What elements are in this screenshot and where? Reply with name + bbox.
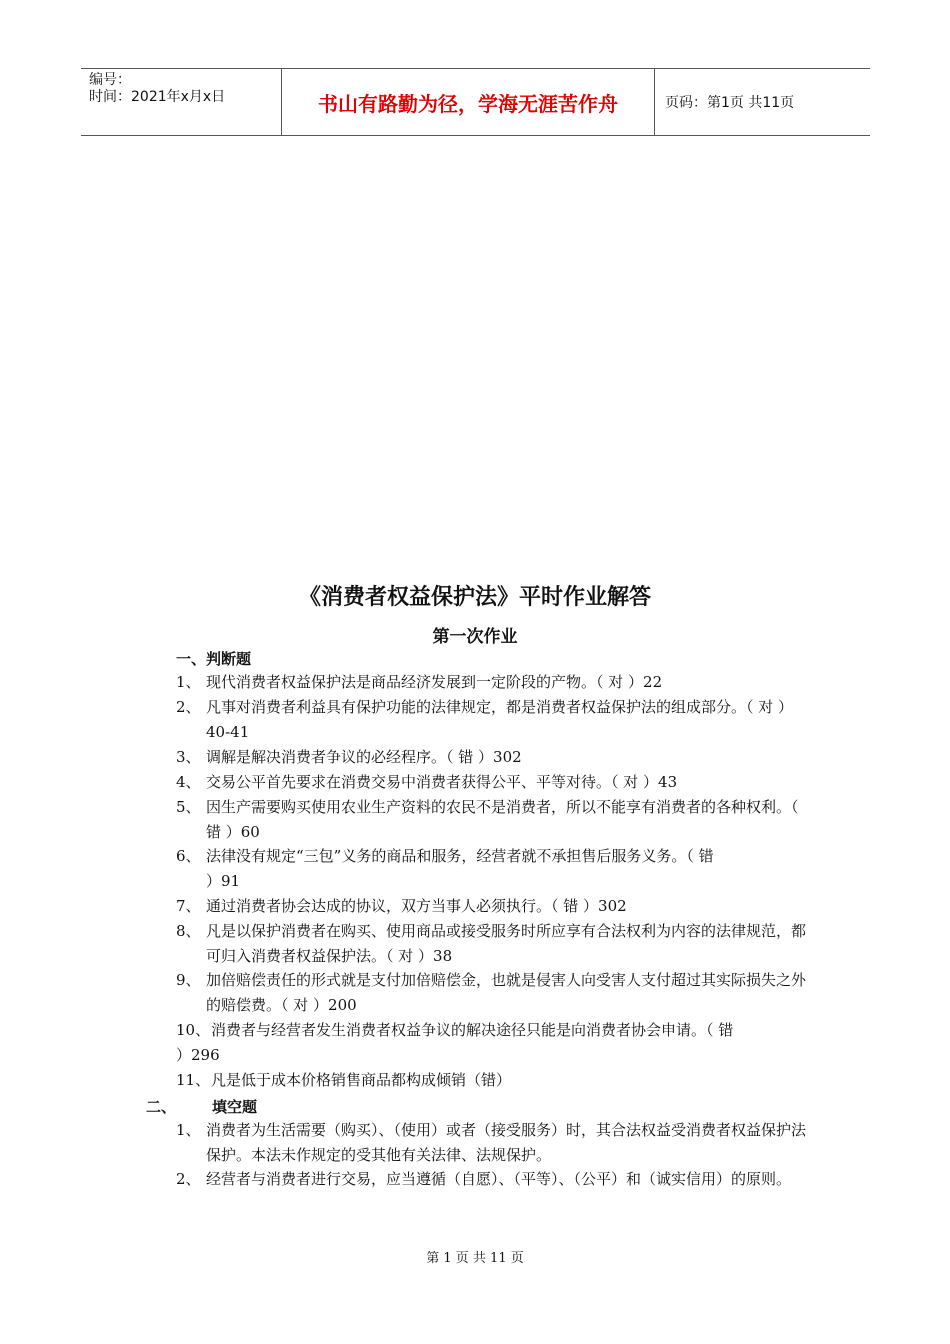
item-text: 消费者为生活需要（购买）、（使用）或者（接受服务）时，其合法权益受消费者权益保护法保护。本法未作规定的受其他有关法律、法规保护。 xyxy=(206,1121,807,1164)
list-item xyxy=(176,670,816,695)
item-number: 7、 xyxy=(176,897,201,915)
item-number: 2、 xyxy=(176,698,201,716)
page-header xyxy=(81,68,870,136)
list-item xyxy=(176,1068,816,1093)
item-number: 2、 xyxy=(176,1170,201,1188)
item-text: 因生产需要购买使用农业生产资料的农民不是消费者，所以不能享有消费者的各种权利。（ 错 ）60 xyxy=(206,798,799,841)
number-label: 编号： xyxy=(89,72,131,88)
item-text: 凡是以保护消费者在购买、使用商品或接受服务时所应享有合法权利为内容的法律规范，都可归入消费者权益保护法。（ 对 ）38 xyxy=(206,922,807,965)
list-item xyxy=(176,1118,816,1167)
item-continuation: ）296 xyxy=(176,1046,220,1064)
list-item xyxy=(176,1167,816,1192)
list-item xyxy=(176,894,816,919)
section-heading-fill-blank: 填空题 xyxy=(212,1098,258,1116)
item-text: 凡事对消费者利益具有保护功能的法律规定，都是消费者权益保护法的组成部分。（ 对 ）40-41 xyxy=(206,698,794,741)
time-label: 时间：2021年x月x日 xyxy=(89,89,226,105)
list-item xyxy=(176,795,816,844)
item-continuation: ）91 xyxy=(206,872,241,890)
item-text: 通过消费者协会达成的协议，双方当事人必须执行。（ 错 ）302 xyxy=(206,897,627,915)
item-number: 1、 xyxy=(176,673,201,691)
item-number: 3、 xyxy=(176,748,201,766)
list-item xyxy=(176,919,816,968)
item-number: 10、 xyxy=(176,1021,211,1039)
list-item xyxy=(176,695,816,744)
item-number: 11、 xyxy=(176,1071,211,1089)
header-motto: 书山有路勤为径，学海无涯苦作舟 xyxy=(282,69,655,135)
list-item xyxy=(176,844,816,869)
section-heading-judgment: 一、判断题 xyxy=(176,650,252,668)
item-number: 8、 xyxy=(176,922,201,940)
page-footer: 第 1 页 共 11 页 xyxy=(426,1251,524,1266)
header-meta xyxy=(81,69,282,135)
document-subtitle: 第一次作业 xyxy=(432,627,518,647)
header-page-info: 页码：第1页 共11页 xyxy=(665,95,795,111)
document-title: 《消费者权益保护法》平时作业解答 xyxy=(298,584,651,610)
item-number: 1、 xyxy=(176,1121,201,1139)
list-item xyxy=(176,770,816,795)
item-text: 现代消费者权益保护法是商品经济发展到一定阶段的产物。（ 对 ）22 xyxy=(206,673,663,691)
list-item xyxy=(176,1018,816,1043)
item-text: 凡是低于成本价格销售商品都构成倾销（错） xyxy=(211,1071,512,1089)
item-text: 法律没有规定“三包”义务的商品和服务，经营者就不承担售后服务义务。（ 错 xyxy=(206,847,714,865)
item-number: 6、 xyxy=(176,847,201,865)
item-number: 5、 xyxy=(176,798,201,816)
item-number: 4、 xyxy=(176,773,201,791)
item-number: 9、 xyxy=(176,971,201,989)
item-text: 调解是解决消费者争议的必经程序。（ 错 ）302 xyxy=(206,748,522,766)
item-text: 经营者与消费者进行交易，应当遵循（自愿）、（平等）、（公平）和（诚实信用）的原则。 xyxy=(206,1170,792,1188)
item-text: 交易公平首先要求在消费交易中消费者获得公平、平等对待。（ 对 ）43 xyxy=(206,773,678,791)
list-item xyxy=(176,968,816,1017)
item-text: 加倍赔偿责任的形式就是支付加倍赔偿金，也就是侵害人向受害人支付超过其实际损失之外的赔偿费。（ 对 ）200 xyxy=(206,971,807,1014)
section-heading-number: 二、 xyxy=(146,1098,177,1116)
item-text: 消费者与经营者发生消费者权益争议的解决途径只能是向消费者协会申请。（ 错 xyxy=(211,1021,734,1039)
list-item xyxy=(176,745,816,770)
